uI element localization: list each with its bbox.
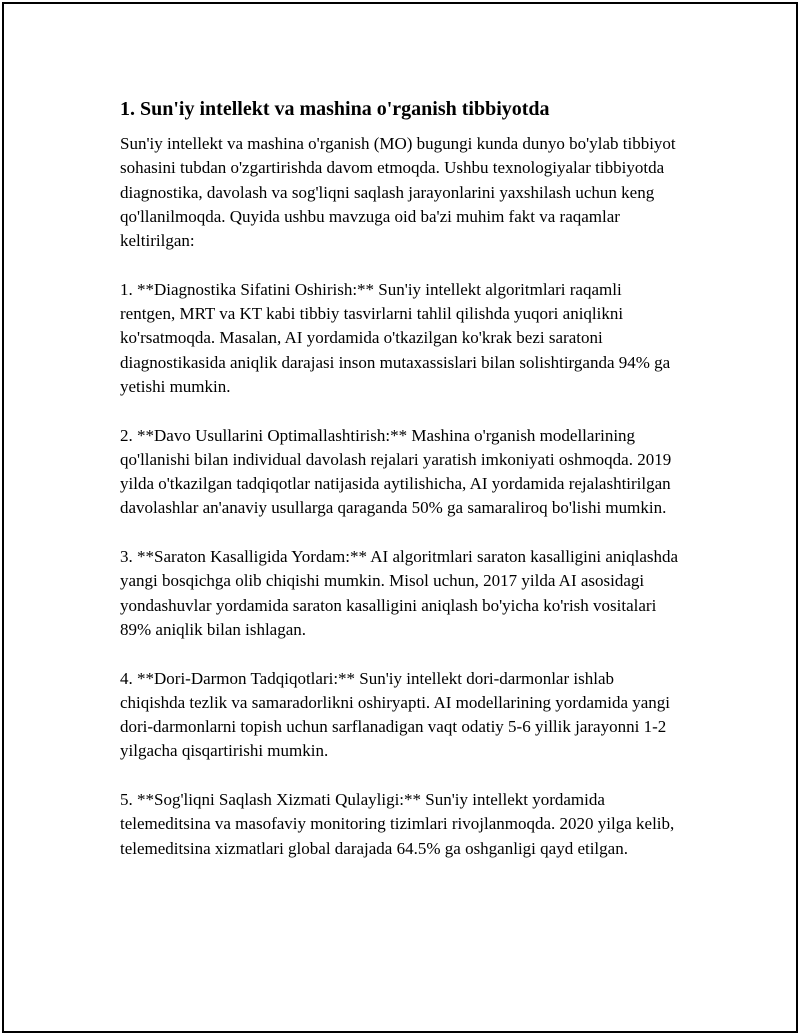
document-body [120,96,680,885]
list-item-healthcare-service: 5. **Sog'liqni Saqlash Xizmati Qulayligi:** Sun'iy intellekt yordamida telemeditsina va masofaviy monitoring tizimlari rivojlanmoqda. 2020 yilga kelib, telemeditsina xizmatlari global darajada 64.5% ga oshganligi qayd etilgan. [120,790,675,858]
list-item-cancer: 3. **Saraton Kasalligida Yordam:** AI algoritmlari saraton kasalligini aniqlashda yangi bosqichga olib chiqishi mumkin. Misol uchun, 2017 yilda AI asosidagi yondashuvlar yordamida saraton kasalligini aniqlash bo'yicha ko'rish vositalari 89% aniqlik bilan ishlagan. [120,547,679,639]
list-item-drug-research: 4. **Dori-Darmon Tadqiqotlari:** Sun'iy intellekt dori-darmonlar ishlab chiqishda tezlik va samaradorlikni oshiryapti. AI modellarining yordamida yangi dori-darmonlarni topish uchun sarflanadigan vaqt odatiy 5-6 yillik jarayonni 1-2 yilgacha qisqartirishi mumkin. [120,668,671,761]
document-title: 1. Sun'iy intellekt va mashina o'rganish tibbiyotda [120,98,550,120]
list-item-diagnostics: 1. **Diagnostika Sifatini Oshirish:** Sun'iy intellekt algoritmlari raqamli rentgen, MRT va KT kabi tibbiy tasvirlarni tahlil qilishda yuqori aniqlikni ko'rsatmoqda. Masalan, AI yordamida o'tkazilgan ko'krak bezi saratoni diagnostikasida aniqlik darajasi inson mutaxassislari bilan solishtirganda 94% ga yetishi mumkin. [120,279,671,396]
page-frame [2,2,798,1033]
intro-paragraph: Sun'iy intellekt va mashina o'rganish (MO) bugungi kunda dunyo bo'ylab tibbiyot sohasini tubdan o'zgartirishda davom etmoqda. Ushbu texnologiyalar tibbiyotda diagnostika, davolash va sog'liqni saqlash jarayonlarini yaxshilash uchun keng qo'llanilmoqda. Quyida ushbu mavzuga oid ba'zi muhim fakt va raqamlar keltirilgan: [120,134,676,251]
list-item-treatment: 2. **Davo Usullarini Optimallashtirish:** Mashina o'rganish modellarining qo'llanishi bilan individual davolash rejalari yaratish imkoniyati oshmoqda. 2019 yilda o'tkazilgan tadqiqotlar natijasida aytilishicha, AI yordamida rejalashtirilgan davolashlar an'anaviy usullarga qaraganda 50% ga samaraliroq bo'lishi mumkin. [120,425,672,518]
